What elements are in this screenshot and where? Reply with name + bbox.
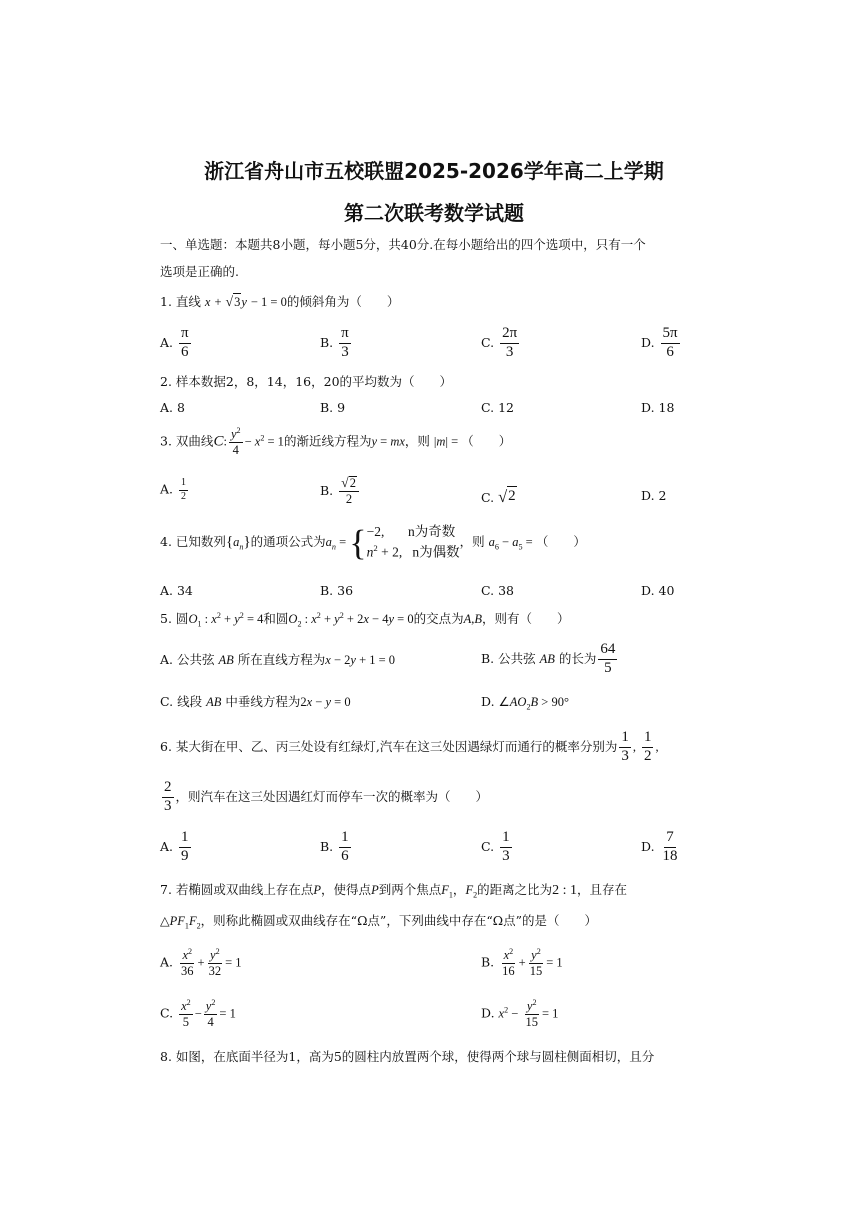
question-5-stem: 5. 圆$O_1$ : $x^2 + y^2 = 4$和圆$O_2$ : $x^2 + y^2 + 2x - 4y = 0$的交点为A,B，则有（ ）: [160, 611, 570, 629]
question-7-option-a: A. $\frac{x^2}{36}$ + $\frac{y^2}{32}$ = 1: [160, 947, 242, 979]
question-6-option-b: B. $\frac{1}{6}$: [320, 829, 349, 864]
question-4-option-a: A. 34: [160, 583, 193, 598]
question-2-option-d: D. 18: [641, 400, 675, 415]
question-3-option-a: A. $\frac{1}{2}$: [160, 477, 186, 502]
question-7-line2: $\triangle PF_1F_2$，则称此椭圆或双曲线存在“Ω点”，下列曲线中存在“Ω点”的是（ ）: [160, 913, 597, 931]
section-intro-line2: 选项是正确的.: [160, 264, 239, 279]
question-6-option-c: C. $\frac{1}{3}$: [481, 829, 510, 864]
question-4-option-c: C. 38: [481, 583, 514, 598]
question-2-stem: 2. 样本数据2，8，14，16，20的平均数为（ ）: [160, 374, 453, 389]
question-2-option-c: C. 12: [481, 400, 514, 415]
question-6-line2: $\frac{2}{3}$ ，则汽车在这三处因遇红灯而停车一次的概率为（ ）: [164, 779, 489, 814]
question-5-option-d: D. $\angle AO_2B > 90^\circ$: [481, 694, 569, 712]
question-5-option-c: C. 线段 AB 中垂线方程为2x − y = 0: [160, 694, 351, 709]
page-title-line2: 第二次联考数学试题: [344, 201, 524, 225]
question-7-option-d: D. $x^2$ − $\frac{y^2}{15}$ = 1: [481, 998, 559, 1030]
question-3-option-b: B. √ 2 2: [320, 476, 361, 507]
question-1-option-c: C. $\frac{2\pi}{3}$: [481, 325, 518, 360]
question-7-option-b: B. $\frac{x^2}{16}$ + $\frac{y^2}{15}$ = 1: [481, 947, 563, 979]
question-8-line1: 8. 如图，在底面半径为1，高为5的圆柱内放置两个球，使得两个球与圆柱侧面相切，且分: [160, 1049, 655, 1064]
question-1-option-a: A. $\frac{\pi}{6}$: [160, 325, 189, 360]
question-4-option-d: D. 40: [641, 583, 675, 598]
question-2-option-b: B. 9: [320, 400, 346, 415]
question-3-option-c: C. √ 2: [481, 487, 516, 506]
question-4-option-b: B. 36: [320, 583, 354, 598]
question-5-option-b: B. 公共弦 AB 的长为 $\frac{64}{5}$: [481, 641, 616, 676]
question-6-line1: 6. 某大街在甲、乙、丙三处设有红绿灯,汽车在这三处因遇绿灯而通行的概率分别为 $\frac{1}{3}$ , $\frac{1}{2}$ ,: [160, 729, 659, 764]
question-2-option-a: A. 8: [160, 400, 185, 415]
question-1-stem: 1. 直线 x + √ 3 y − 1 = 0的倾斜角为（ ）: [160, 294, 400, 309]
page-title-line1: 浙江省舟山市五校联盟2025-2026学年高二上学期: [204, 159, 664, 183]
section-intro-line1: 一、单选题：本题共8小题，每小题5分，共40分.在每小题给出的四个选项中，只有一个: [160, 237, 646, 252]
question-5-option-a: A. 公共弦 AB 所在直线方程为x − 2y + 1 = 0: [160, 652, 396, 667]
question-1-option-b: B. $\frac{\pi}{3}$: [320, 325, 349, 360]
question-7-line1: 7. 若椭圆或双曲线上存在点P，使得点P到两个焦点$F_1$，$F_2$的距离之比为2 : 1，且存在: [160, 882, 628, 900]
question-7-option-c: C. $\frac{x^2}{5}$ − $\frac{y^2}{4}$ = 1: [160, 998, 236, 1030]
question-6-option-a: A. $\frac{1}{9}$: [160, 829, 189, 864]
question-4-stem: 4. 已知数列$\{a_n\}$的通项公式为$a_n$ = { −2, n为奇数 $n^2 + 2$, n为偶数 ，则 $a_6 - a_5$ = （ ）: [160, 522, 586, 563]
question-3-stem: 3. 双曲线C: $\frac{y^2}{4}$ − $x^2 = 1$的渐近线方程为y = mx，则 |m| = （ ）: [160, 426, 512, 458]
question-3-option-d: D. 2: [641, 488, 667, 503]
question-6-option-d: D. $\frac{7}{18}$: [641, 829, 678, 864]
question-1-option-d: D. $\frac{5\pi}{6}$: [641, 325, 678, 360]
